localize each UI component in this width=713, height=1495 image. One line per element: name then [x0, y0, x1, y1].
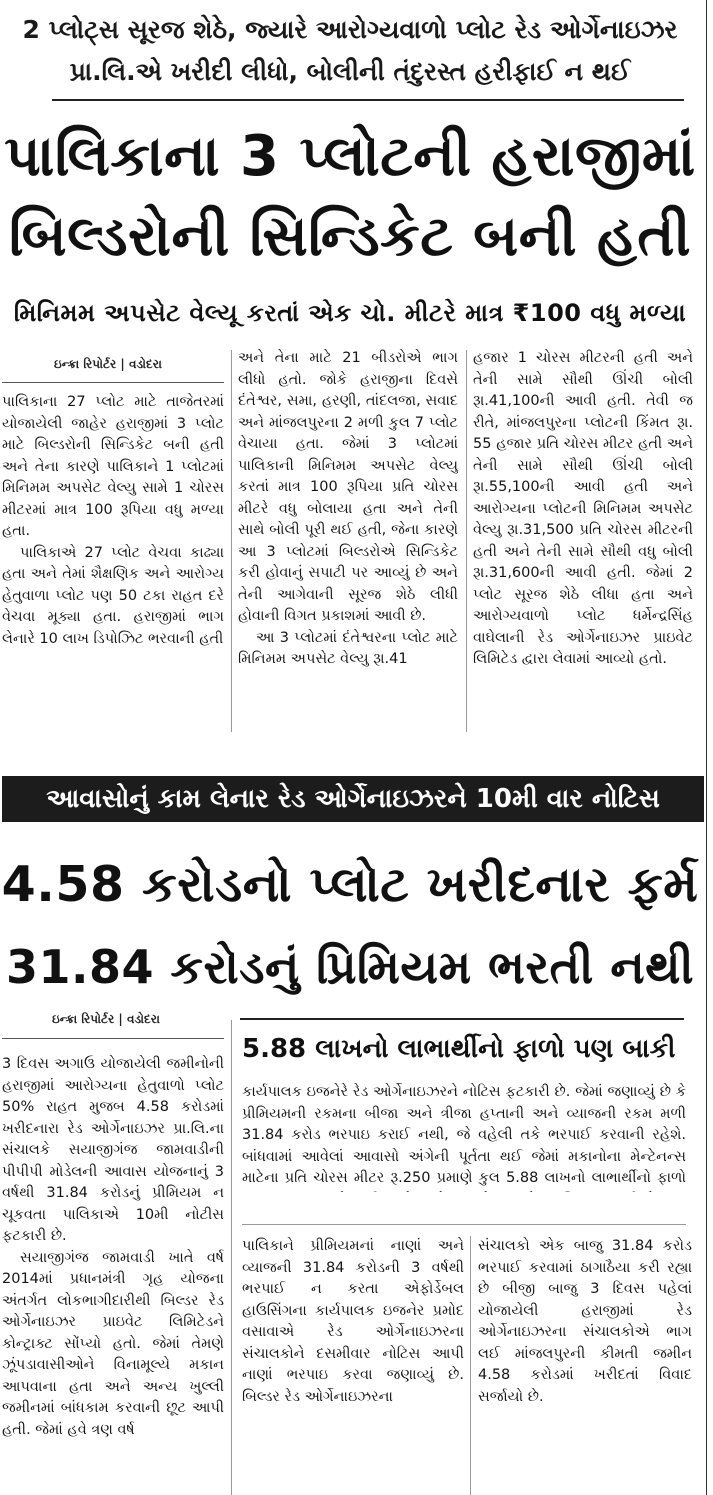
story1-headline-line1: પાલિકાના 3 પ્લોટની હરાજીમાં: [4, 124, 696, 189]
story2-headline-line2: 31.84 કરોડનું પ્રિમિયમ ભરતી નથી: [5, 940, 695, 994]
column-divider: [470, 1236, 471, 1495]
story1-col2-paragraph-1: અને તેના માટે 21 બીડરોએ ભાગ લીધો હતો. જોકે હરાજીના દિવસે દંતેશ્વર, સમા, હરણી, તાંદલજા, સવાદ અને માંજલપુરના 2 મળી કુલ 7 પ્લોટ વેચાયા હતા. જેમાં 3 પ્લોટમાં પાલિકાની મિનિમમ અપસેટ વેલ્યુ કરતાં માત્ર 100 રૂપિયા પ્રતિ ચોરસ મીટરે વધુ બોલાયા હતા અને તેની સાથે બોલી પૂરી થઈ હતી, જેના કારણે આ 3 પ્લોટમાં બિલ્ડરોએ સિન્ડિકેટ કરી હોવાનું સપાટી પર આવ્યું છે અને તેની આગેવાની સૂરજ શેઠે લીધી હોવાની વિગત પ્રકાશમાં આવી છે.: [238, 350, 458, 624]
top-kicker-line1: 2 પ્લોટ્સ સૂરજ શેઠે, જ્યારે આરોગ્યવાળો પ્લોટ રેડ ઓર્ગેનાઇઝર: [22, 15, 678, 44]
story1-column-2: [238, 348, 458, 732]
story2-headline-line1: 4.58 કરોડનો પ્લોટ ખરીદનાર ફર્મ: [1, 856, 699, 913]
story1-headline-line2: બિલ્ડરોની સિન્ડિકેટ બની હતી: [9, 204, 691, 269]
story1-col3-paragraph-1: હજાર 1 ચોરસ મીટરની હતી અને તેની સામે સૌથી ઊંચી બોલી રૂા.41,100ની આવી હતી. તેવી જ રીતે, માંજલપુરના પ્લોટની કિંમત રૂા. 55 હજાર પ્રતિ ચોરસ મીટર હતી અને તેની સામે સૌથી ઊંચી બોલી રૂા.55,100ની આવી હતી અને આરોગ્યના પ્લોટની મિનિમમ અપસેટ વેલ્યુ રૂા.31,500 પ્રતિ ચોરસ મીટરની હતી અને તેની સામે સૌથી વધુ બોલી રૂા.31,600ની આવી હતી. જેમાં 2 પ્લોટ સૂરજ શેઠે લીધા હતા અને આરોગ્યવાળો પ્લોટ ધર્મેન્દ્રસિંહ વાઘેલાની રેડ ઓર્ગેનાઇઝર પ્રાઇવેટ લિમિટેડ દ્વારા લેવામાં આવ્યો હતો.: [473, 350, 693, 667]
story2-byline: [52, 1012, 160, 1027]
story2-subhead: 5.88 લાખનો લાભાર્થીનો ફાળો પણ બાકી: [242, 1034, 676, 1064]
story1-col1-paragraph-1: પાલિકાના 27 પ્લોટ માટે તાજેતરમાં યોજાયેલી જાહેર હરાજીમાં 3 પ્લોટ માટે બિલ્ડરોની સિન્ડિકેટ બની હતી અને તેના કારણે પાલિકાને 1 પ્લોટમાં મિનિમમ અપસેટ વેલ્યુ સામે 1 ચોરસ મીટરમાં માત્ર 100 રૂપિયા વધુ મળ્યા હતા.: [2, 394, 224, 539]
story1-col2-paragraph-2: આ 3 પ્લોટમાં દંતેશ્વરના પ્લોટ માટે મિનિમમ અપસેટ વેલ્યુ રૂા.41: [238, 629, 458, 667]
story1-col1-paragraph-2: પાલિકાએ 27 પ્લોટ વેચવા કાઢ્યા હતા અને તેમાં શૈક્ષણિક અને આરોગ્ય હેતુવાળા પ્લોટ પણ 50 ટકા રાહત દરે વેચવા મૂક્યા હતા. હરાજીમાં ભાગ લેનારે 10 લાખ ડિપોઝિટ ભરવાની હતી: [2, 544, 224, 647]
byline-rule: [2, 1038, 224, 1039]
byline-city: વડોદરા: [128, 357, 162, 371]
story2-banner: આવાસોનું કામ લેનાર રેડ ઓર્ગેનાઇઝરને 10મી વાર નોટિસ: [2, 776, 704, 822]
subhead-bottom-rule: [242, 1224, 686, 1225]
byline-separator: |: [120, 357, 129, 371]
story2-left-paragraph-1: 3 દિવસ અગાઉ યોજાયેલી જમીનોની હરાજીમાં આરોગ્યના હેતુવાળો પ્લોટ 50% રાહત મુજબ 4.58 કરોડમાં ખરીદનારા રેડ ઓર્ગેનાઇઝર પ્રા.લિ.ના સંચાલકે સયાજીગંજ જામવાડીની પીપીપી મોડેલની આવાસ યોજનાનું 3 વર્ષથી 31.84 કરોડનું પ્રીમિયમ ન ચૂકવતા પાલિકાએ 10મી નોટીસ ફટકારી છે.: [2, 1056, 224, 1244]
byline-reporter: ઇન્ક્રા રિપોર્ટર: [52, 1012, 115, 1026]
story1-byline: [54, 357, 162, 372]
story2-right-paragraph: સંચાલકો એક બાજુ 31.84 કરોડ ભરપાઈ કરવામાં ઠાગાઠૈયા કરી રહ્યા છે બીજી બાજુ 3 દિવસ પહેલાં યોજાયેલી હરાજીમાં રેડ ઓર્ગેનાઇઝરના સંચાલકોએ ભાગ લઈ માંજલપુરની કીમતી જમીન 4.58 કરોડમાં ખરીદતાં વિવાદ સર્જાયો છે.: [478, 1238, 692, 1405]
story2-wide-text: [242, 1082, 686, 1192]
kicker-divider: [52, 99, 684, 101]
page-edge-line: [706, 0, 707, 1495]
column-divider: [231, 350, 232, 732]
byline-separator: |: [118, 1012, 127, 1026]
column-divider: [466, 350, 467, 732]
story2-left-paragraph-2: સયાજીગંજ જામવાડી ખાતે વર્ષ 2014માં પ્રધાનમંત્રી ગૃહ યોજના અંતર્ગત લોકભાગીદારીથી બિલ્ડર રેડ ઓર્ગેનાઇઝર પ્રાઇવેટ લિમિટેડને કોન્ટ્રાક્ટ સોંપ્યો હતો. જેમાં તેમણે ઝૂંપડાવાસીઓને વિનામૂલ્યે મકાન આપવાના હતા અને અન્ય ખુલ્લી જમીનમાં બાંધકામ કરવાની છૂટ આપી હતી. જેમાં હવે ત્રણ વર્ષ: [2, 1249, 224, 1438]
byline-reporter: ઇન્ક્રા રિપોર્ટર: [54, 357, 117, 371]
story2-mid-column: [242, 1236, 464, 1495]
subhead-top-rule: [240, 1018, 684, 1020]
story2-wide-paragraph: કાર્યપાલક ઇજનેરે રેડ ઓર્ગેનાઇઝરને નોટિસ ફટકારી છે. જેમાં જણાવ્યું છે કે પ્રીમિયમની રકમના બીજા અને ત્રીજા હપ્તાની અને વ્યાજની રકમ મળી 31.84 કરોડ ભરપાઇ કરાઈ નથી, જે વહેલી તકે ભરપાઈ કરવાની રહેશે. બાંધવામાં આવેલાં આવાસો અંગેની પૂર્તતા થઈ જેમાં મકાનોના મેન્ટેનન્સ માટેના પ્રતિ ચોરસ મીટર રૂ.250 પ્રમાણે કુલ 5.88 લાખનો લાભાર્થીનો ફાળો: [242, 1084, 686, 1186]
top-kicker-line2: પ્રા.લિ.એ ખરીદી લીધો, બોલીની તંદુરસ્ત હરીફાઈ ન થઈ: [69, 57, 631, 86]
story2-mid-paragraph: પાલિકાને પ્રીમિયમનાં નાણાં અને વ્યાજની 31.84 કરોડની 3 વર્ષથી ભરપાઈ ન કરતા એફોર્ડેબલ હાઉસિંગના કાર્યપાલક ઇજનેર પ્રમોદ વસાવાએ રેડ ઓર્ગેનાઇઝરના સંચાલકોને દસમીવાર નોટિસ આપી નાણાં ભરપાઇ કરવા જણાવ્યું છે. બિલ્ડર રેડ ઓર્ગેનાઇઝરના: [242, 1238, 464, 1405]
story1-deck: મિનિમમ અપસેટ વેલ્યૂ કરતાં એક ચો. મીટરે માત્ર ₹100 વધુ મળ્યા: [13, 299, 687, 327]
byline-city: વડોદરા: [126, 1012, 160, 1026]
column-divider: [231, 1020, 232, 1495]
story2-right-column: [478, 1236, 692, 1495]
story1-column-1: [2, 392, 224, 732]
story1-column-3: [473, 348, 693, 732]
byline-rule: [2, 382, 224, 383]
story2-left-column: [2, 1054, 224, 1495]
